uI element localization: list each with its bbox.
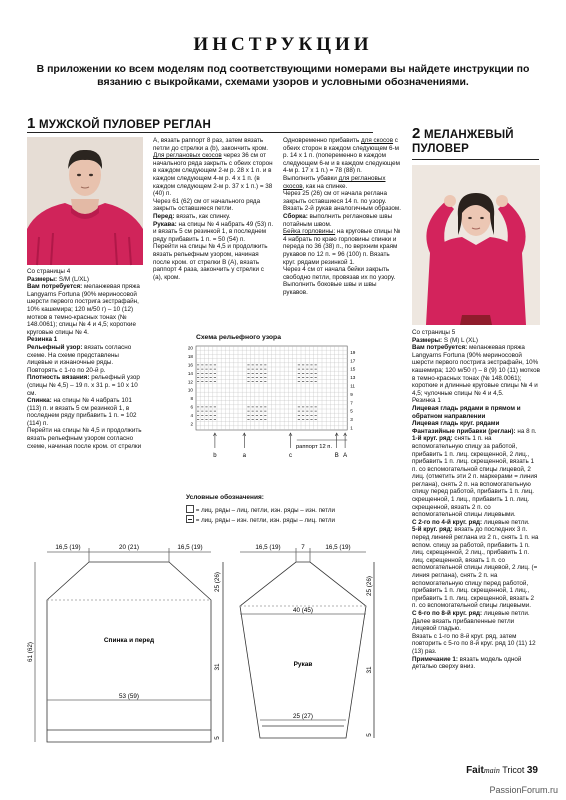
- arrow-label: A: [343, 453, 348, 459]
- paragraph: [283, 266, 403, 296]
- body-top-left: 16,5 (19): [55, 544, 81, 551]
- heading: Резинка 1: [27, 336, 58, 344]
- watermark: PassionForum.ru: [489, 785, 558, 795]
- body-label: Спинка и перед: [103, 637, 155, 644]
- arrow-label: c: [289, 453, 292, 459]
- text: Выполнить убавки: [283, 174, 339, 182]
- text: лицевые петли.: [482, 609, 530, 617]
- sleeve-top-right: 16,5 (19): [325, 544, 351, 551]
- body-top-middle: 20 (21): [119, 544, 139, 551]
- text: Через 61 (62) см от начального ряда закрыть оставшиеся петли.: [153, 197, 261, 213]
- footer: Faitmain Tricot 39: [466, 765, 538, 776]
- text: Через 25 (26) см от начала реглана закрыть оставшиеся 14 п. по узору. Вязать 2-й рукав аналогичным образом.: [283, 190, 401, 213]
- body-side: 31: [214, 663, 221, 671]
- heading: Вам потребуется:: [27, 283, 83, 291]
- paragraph: [412, 656, 540, 671]
- page-title: ИНСТРУКЦИИ: [193, 34, 373, 55]
- legend: [186, 505, 335, 525]
- text: Перейти на спицы № 4,5 и продолжить вязать рельефным узором, начиная после кром. от стрелки В (А), вязать раппорт 4 раза, закончить у стрелки с (а), кром.: [153, 243, 268, 281]
- paragraph: [283, 137, 403, 175]
- text: рельефный узор (спицы № 4,5) – 19 п. x 31 р. = 10 x 10 см.: [27, 374, 140, 397]
- model1-text-col1: [27, 268, 145, 450]
- sleeve-rib: 5: [366, 733, 373, 737]
- model1-photo: [27, 137, 143, 265]
- text: на спицы № 4 набрать 101 (113) п. и вязать 5 см резинкой 1, в последнем ряду прибавить 1 п. = 102 (114) п.: [27, 397, 137, 427]
- paragraph: [27, 268, 145, 276]
- legend-title: Условные обозначения:: [186, 494, 264, 501]
- paragraph: [412, 435, 540, 519]
- heading: Рукава:: [153, 220, 177, 228]
- body-width: 53 (59): [119, 693, 139, 700]
- man-sweater-illustration: [27, 137, 143, 265]
- model1-title: 1 МУЖСКОЙ ПУЛОВЕР РЕГЛАН: [27, 115, 212, 132]
- text: на круговые спицы № 4 набрать по краю горловины спинки и переда по 36 (38) п., по верхним краям рукавов по 12 п. = 96 (100) п. Вязать круг. рядами резинкой 1.: [283, 228, 401, 266]
- paragraph: [153, 198, 275, 213]
- row-label-left: 10: [187, 387, 193, 393]
- text: Через 4 см от начала бейки закрыть свободно петли, провязав их по узору. Выполнить боковые швы и швы рукавов.: [283, 266, 396, 296]
- text: меланжевая пряжа Langyarns Fortuna (90% мериносовой шерсти первого пострига экстрафайн, 10% кашемира; 120 м/50 г) – 8 (9) 10 (11) мотков в темно-красных тонах (№ 148.0061); короткие и длинные круговые спицы № 4 и 4,5; чулочные спицы № 4 и 4,5.: [412, 344, 540, 397]
- heading: 5-й круг. ряд:: [412, 526, 453, 534]
- row-label-left: 4: [190, 412, 193, 418]
- sleeve-upper-width: 40 (45): [293, 607, 313, 614]
- row-label-right: 1: [350, 425, 353, 431]
- sleeve-cuff-width: 25 (27): [293, 713, 313, 720]
- row-label-right: 11: [350, 383, 355, 389]
- row-label-right: 15: [350, 366, 356, 372]
- heading: Примечание 1:: [412, 655, 458, 663]
- heading: С 2-го по 4-й круг. ряд:: [412, 518, 483, 526]
- row-label-left: 8: [190, 396, 193, 402]
- row-label-left: 14: [187, 370, 193, 376]
- row-label-right: 17: [350, 358, 356, 364]
- text: на спицы № 4 набрать 49 (53) п. и вязать 5 см резинкой 1, в последнем ряду прибавить 1 п. = 50 (54) п.: [153, 220, 274, 243]
- arrow-label: B: [334, 453, 339, 459]
- paragraph: [27, 344, 145, 374]
- text: S (M) L (XL): [442, 336, 478, 344]
- text: Со страницы 4: [27, 268, 71, 275]
- heading: С 6-го по 8-й круг. ряд:: [412, 609, 483, 617]
- page-number: 39: [526, 765, 538, 776]
- heading: Рельефный узор:: [27, 343, 83, 351]
- body-height: 61 (62): [27, 642, 34, 662]
- arrow-label: b: [213, 453, 217, 459]
- heading: Сборка:: [283, 212, 308, 220]
- text: Бейка горловины:: [283, 228, 336, 236]
- text: меланжевая пряжа Langyarns Fortuna (90% мериносовой шерсти первого пострига экстрафайн, 10% кашемира; 120 м/50 г) – 10 (12) мотков в темно-красных тонах (№ 148.0061); спицы № 4 и 4,5; короткие круговые спицы № 4.: [27, 283, 140, 336]
- text: Вязать с 1-го по 8-й круг. ряд, затем повторить с 5-го по 8-й круг. ряд 10 (11) 12 (13) раз.: [412, 632, 536, 655]
- paragraph: [283, 228, 403, 266]
- text: вязать модель одной деталью сверху вниз.: [412, 655, 522, 671]
- text: Для реглановых скосов: [153, 152, 222, 160]
- sleeve-label: Рукав: [293, 661, 313, 668]
- text: Далее вязать прибавленные петли лицевой гладью.: [412, 617, 515, 633]
- heading: Лицевая гладь рядами в прямом и обратном направлении: [412, 404, 521, 420]
- paragraph: [412, 610, 540, 618]
- chart-title: Схема рельефного узора: [196, 334, 281, 341]
- body-raglan: 25 (26): [214, 572, 221, 592]
- model2-photo: [412, 165, 540, 325]
- text: , как на спинке.: [302, 182, 348, 190]
- relief-pattern-chart: [180, 344, 366, 484]
- paragraph: [412, 397, 540, 405]
- paragraph: [27, 397, 145, 427]
- row-label-left: 2: [190, 421, 193, 427]
- text: Со страницы 5: [412, 329, 456, 336]
- sleeve-raglan: 25 (26): [366, 576, 373, 596]
- paragraph: [283, 190, 403, 213]
- text: вязать, как спинку.: [174, 212, 231, 220]
- heading: Размеры:: [412, 336, 443, 344]
- paragraph: [412, 618, 540, 633]
- paragraph: [153, 152, 275, 198]
- paragraph: [27, 336, 145, 344]
- legend-item-purl: = лиц. ряды – изн. петли, изн. ряды – лиц. петли: [186, 515, 335, 525]
- paragraph: [412, 526, 540, 610]
- sleeve-top-middle: 7: [301, 544, 305, 551]
- text: через 36 см от начального ряда закрыть с обеих сторон в каждом следующем 2-м р. 28 x 1 п. и в каждом следующем 4-м р. 4 x 1 п. (в каждом следующем 2-м р. 37 x 1 п.) = 38 (40) п.: [153, 152, 273, 198]
- body-top-right: 16,5 (19): [177, 544, 203, 551]
- paragraph: [153, 213, 275, 221]
- paragraph: [412, 420, 540, 428]
- row-label-right: 13: [350, 375, 356, 381]
- body-rib: 5: [214, 736, 221, 740]
- row-label-left: 18: [187, 354, 193, 360]
- heading: Вам потребуется:: [412, 344, 468, 352]
- paragraph: [27, 283, 145, 336]
- text: Резинка 1: [412, 397, 441, 405]
- heading: 1-й круг. ряд:: [412, 435, 453, 443]
- text: снять 1 п. на вспомогательную спицу за работой, прибавить 1 п. лиц. скрещенной, 2 лиц., прибавить 1 п. лиц. скрещенной, вязать 1 п. со вспомогательной спицы лицевой, 2 лиц. (отметить эти 2 п. маркерами = линия реглана), снять 2 п. на вспомогательную спицу перед работой, прибавить 1 п. лиц. скрещенной, 1 лиц., прибавить 1 п. лиц. скрещенной, вязать 2 п. со вспомогательной спицы лицевыми.: [412, 435, 538, 519]
- divider: [27, 132, 373, 133]
- model2-text: [412, 329, 540, 671]
- text: для реглановых скосов: [283, 174, 386, 190]
- text: вязать согласно схеме. На схеме представлены лицевые и изнаночные ряды. Повторять с 1-го по 20-й р.: [27, 343, 132, 374]
- model1-text-col3: [283, 137, 403, 296]
- heading: Плотность вязания:: [27, 374, 90, 382]
- text: выполнить реглановые швы потайным швом.: [283, 212, 393, 228]
- text: для скосов: [360, 137, 394, 144]
- paragraph: [412, 344, 540, 397]
- divider: [412, 159, 539, 160]
- text: А, вязать раппорт 8 раз, затем вязать петли до стрелки а (b), закончить кром.: [153, 137, 269, 152]
- paragraph: [412, 329, 540, 337]
- row-label-right: 3: [350, 417, 353, 423]
- row-label-left: 20: [187, 345, 193, 351]
- row-label-right: 7: [350, 400, 353, 406]
- text: Перейти на спицы № 4,5 и продолжить вязать рельефным узором согласно схеме, начиная после кром. от стрелки: [27, 427, 142, 450]
- text: на 8 п.: [515, 427, 537, 435]
- text: вязать до последних 3 п. перед линией реглана из 2 п., снять 1 п. на вспом. спицу за работой, прибавить 1 п. лиц. скрещенной, 2 лиц., прибавить 1 п. лиц. скрещенной, вязать 1 п. со вспомогательной спицы лицевой, 2 лиц. (= линия реглана), снять 2 п. на вспомогательную спицу перед работой, прибавить 1 п. лиц. скрещенной, 1 лиц., прибавить 1 п. лиц. скрещенной, вязать 2 п. со вспомогательной спицы лицевыми.: [412, 526, 539, 610]
- paragraph: [412, 633, 540, 656]
- dash-square-icon: [186, 515, 194, 523]
- paragraph: [412, 405, 540, 420]
- heading: Спинка:: [27, 397, 52, 405]
- paragraph: [153, 221, 275, 244]
- sleeve-top-left: 16,5 (19): [255, 544, 281, 551]
- empty-square-icon: [186, 505, 194, 513]
- legend-item-knit: = лиц. ряды – лиц. петли, изн. ряды – изн. петли: [186, 505, 335, 515]
- heading: Размеры:: [27, 275, 58, 283]
- arrow-label: a: [242, 453, 246, 459]
- row-label-right: 19: [350, 349, 356, 355]
- text: лицевые петли.: [482, 518, 530, 526]
- paragraph: [283, 213, 403, 228]
- paragraph: [153, 243, 275, 281]
- row-label-left: 12: [187, 379, 193, 385]
- paragraph: [283, 175, 403, 190]
- repeat-label: раппорт 12 п.: [295, 444, 333, 450]
- body-schematic: [27, 542, 221, 754]
- text: Одновременно прибавить: [283, 137, 361, 144]
- model1-text-col2: [153, 137, 275, 281]
- heading: Перед:: [153, 212, 175, 220]
- intro-text: В приложении ко всем моделям под соответствующими номерами вы найдете инструкции по вязанию с выкройками, схемами узоров и условными обозначениями.: [36, 63, 530, 88]
- row-label-right: 9: [350, 391, 353, 397]
- row-label-left: 6: [190, 404, 193, 410]
- text: с обеих сторон в каждом следующем 6-м р. 14 x 1 п. (попеременно в каждом следующем 6-м и в каждом следующем 4-м р. 17 x 1 п.) = 78 (88) п.: [283, 137, 400, 175]
- row-label-right: 5: [350, 408, 353, 414]
- sleeve-schematic: [234, 542, 384, 754]
- woman-sweater-illustration: [412, 165, 540, 325]
- heading: Фантазийные прибавки (реглан):: [412, 427, 516, 435]
- paragraph: [153, 137, 275, 152]
- paragraph: [27, 374, 145, 397]
- row-label-left: 16: [187, 362, 193, 368]
- paragraph: [27, 427, 145, 450]
- heading: Лицевая гладь круг. рядами: [412, 420, 500, 428]
- text: S/M (L/XL): [57, 275, 89, 283]
- sleeve-side: 31: [366, 666, 373, 674]
- model2-title: 2 МЕЛАНЖЕВЫЙ ПУЛОВЕР: [412, 125, 514, 155]
